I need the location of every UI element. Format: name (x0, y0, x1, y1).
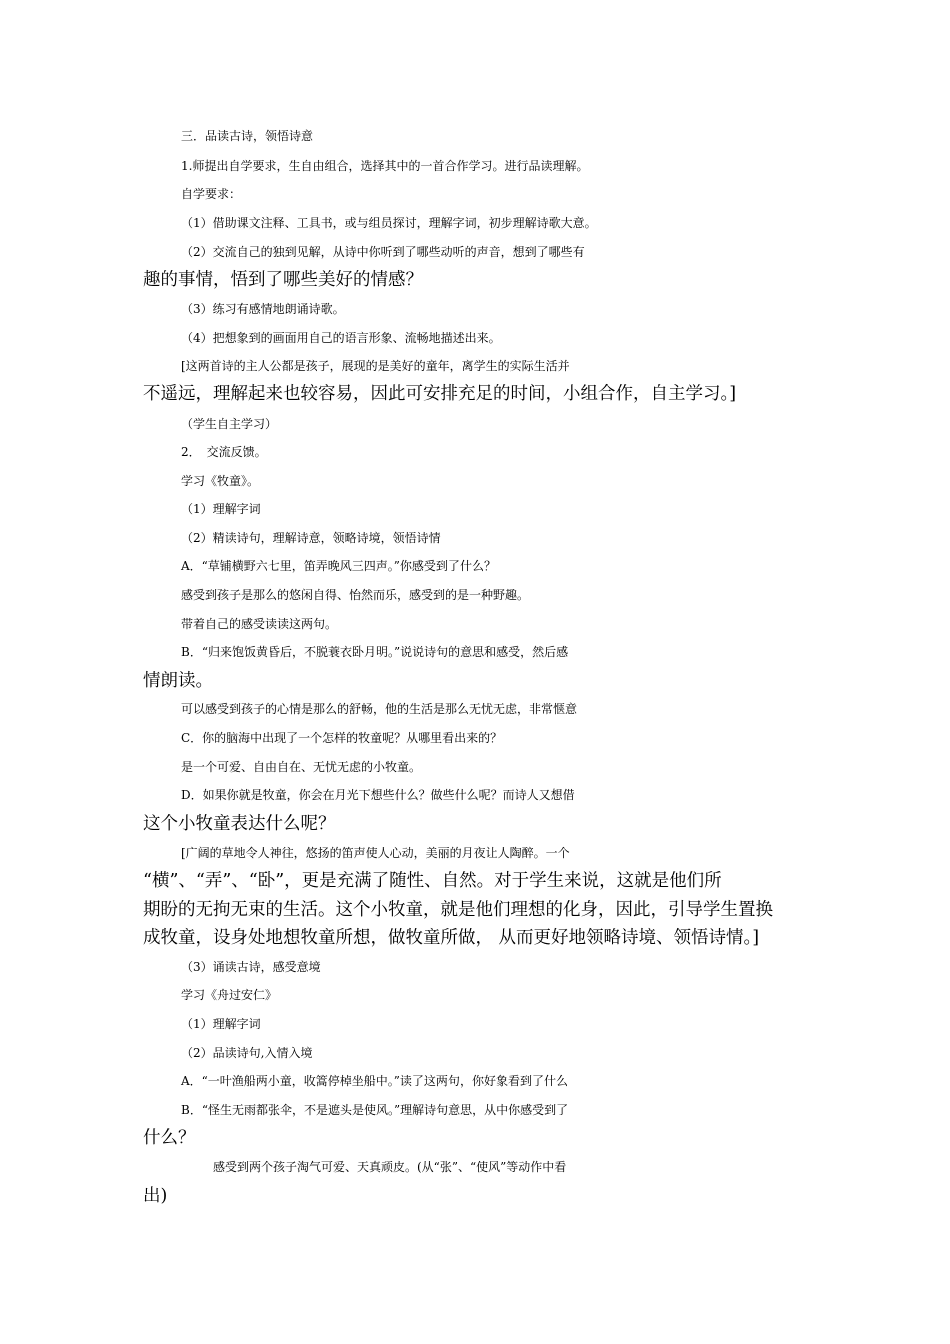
paragraph-line: （学生自主学习） (181, 417, 278, 431)
paragraph-line: （1）借助课文注释、工具书，或与组员探讨，理解字词，初步理解诗歌大意。 (181, 216, 597, 230)
paragraph-line: 2． 交流反馈。 (181, 445, 267, 459)
paragraph-line: C．你的脑海中出现了一个怎样的牧童呢？从哪里看出来的？ (181, 731, 503, 745)
paragraph-line: （1）理解字词 (181, 1017, 261, 1031)
paragraph-line: 期盼的无拘无束的生活。这个小牧童，就是他们理想的化身，因此，引导学生置换 (143, 900, 773, 920)
paragraph-line: [广阔的草地令人神往，悠扬的笛声使人心动，美丽的月夜让人陶醉。一个 (181, 846, 570, 860)
paragraph-line: 情朗读。 (143, 671, 213, 691)
paragraph-line: 这个小牧童表达什么呢？ (143, 814, 336, 834)
paragraph-line: A．“一叶渔船两小童，收篙停棹坐船中。”读了这两句，你好象看到了什么 (181, 1074, 568, 1088)
paragraph-line: 1.师提出自学要求，生自由组合，选择其中的一首合作学习。进行品读理解。 (181, 159, 589, 173)
paragraph-line: （4）把想象到的画面用自己的语言形象、流畅地描述出来。 (181, 331, 501, 345)
paragraph-line: 学习《牧童》。 (181, 474, 260, 488)
paragraph-line: 自学要求： (181, 187, 242, 201)
paragraph-line: 学习《舟过安仁》 (181, 988, 278, 1002)
paragraph-line: 带着自己的感受读读这两句。 (181, 617, 338, 631)
paragraph-line: B．“归来饱饭黄昏后，不脱蓑衣卧月明。”说说诗句的意思和感受，然后感 (181, 645, 569, 659)
paragraph-line: （1）理解字词 (181, 502, 261, 516)
paragraph-line: 什么？ (143, 1128, 196, 1148)
paragraph-line: （3）练习有感情地朗诵诗歌。 (181, 302, 345, 316)
paragraph-line: 可以感受到孩子的心情是那么的舒畅，他的生活是那么无忧无虑，非常惬意 (181, 702, 578, 716)
paragraph-line: （2）品读诗句,入情入境 (181, 1046, 313, 1060)
paragraph-line: 成牧童，设身处地想牧童所想，做牧童所做， 从而更好地领略诗境、领悟诗情。] (143, 928, 760, 948)
paragraph-line: 趣的事情，悟到了哪些美好的情感？ (143, 270, 423, 290)
paragraph-line: 出) (143, 1186, 168, 1206)
paragraph-line: D．如果你就是牧童，你会在月光下想些什么？做些什么呢？而诗人又想借 (181, 788, 575, 802)
paragraph-line: 感受到两个孩子淘气可爱、天真顽皮。(从“张”、“使风”等动作中看 (213, 1160, 567, 1174)
paragraph-line: B．“怪生无雨都张伞，不是遮头是使风。”理解诗句意思，从中你感受到了 (181, 1103, 569, 1117)
paragraph-line: 感受到孩子是那么的悠闲自得、怡然而乐，感受到的是一种野趣。 (181, 588, 530, 602)
paragraph-line: A．“草铺横野六七里，笛弄晚风三四声。”你感受到了什么？ (181, 559, 496, 573)
paragraph-line: （3）诵读古诗，感受意境 (181, 960, 321, 974)
paragraph-line: [这两首诗的主人公都是孩子，展现的是美好的童年，离学生的实际生活并 (181, 359, 570, 373)
paragraph-line: 不遥远，理解起来也较容易，因此可安排充足的时间，小组合作，自主学习。] (143, 384, 737, 404)
paragraph-line: “横”、“弄”、“卧”，更是充满了随性、自然。对于学生来说，这就是他们所 (143, 871, 722, 891)
paragraph-line: （2）精读诗句，理解诗意，领略诗境，领悟诗情 (181, 531, 441, 545)
paragraph-line: 是一个可爱、自由自在、无忧无虑的小牧童。 (181, 760, 422, 774)
section-heading: 三．品读古诗，领悟诗意 (181, 129, 314, 143)
paragraph-line: （2）交流自己的独到见解，从诗中你听到了哪些动听的声音，想到了哪些有 (181, 245, 585, 259)
